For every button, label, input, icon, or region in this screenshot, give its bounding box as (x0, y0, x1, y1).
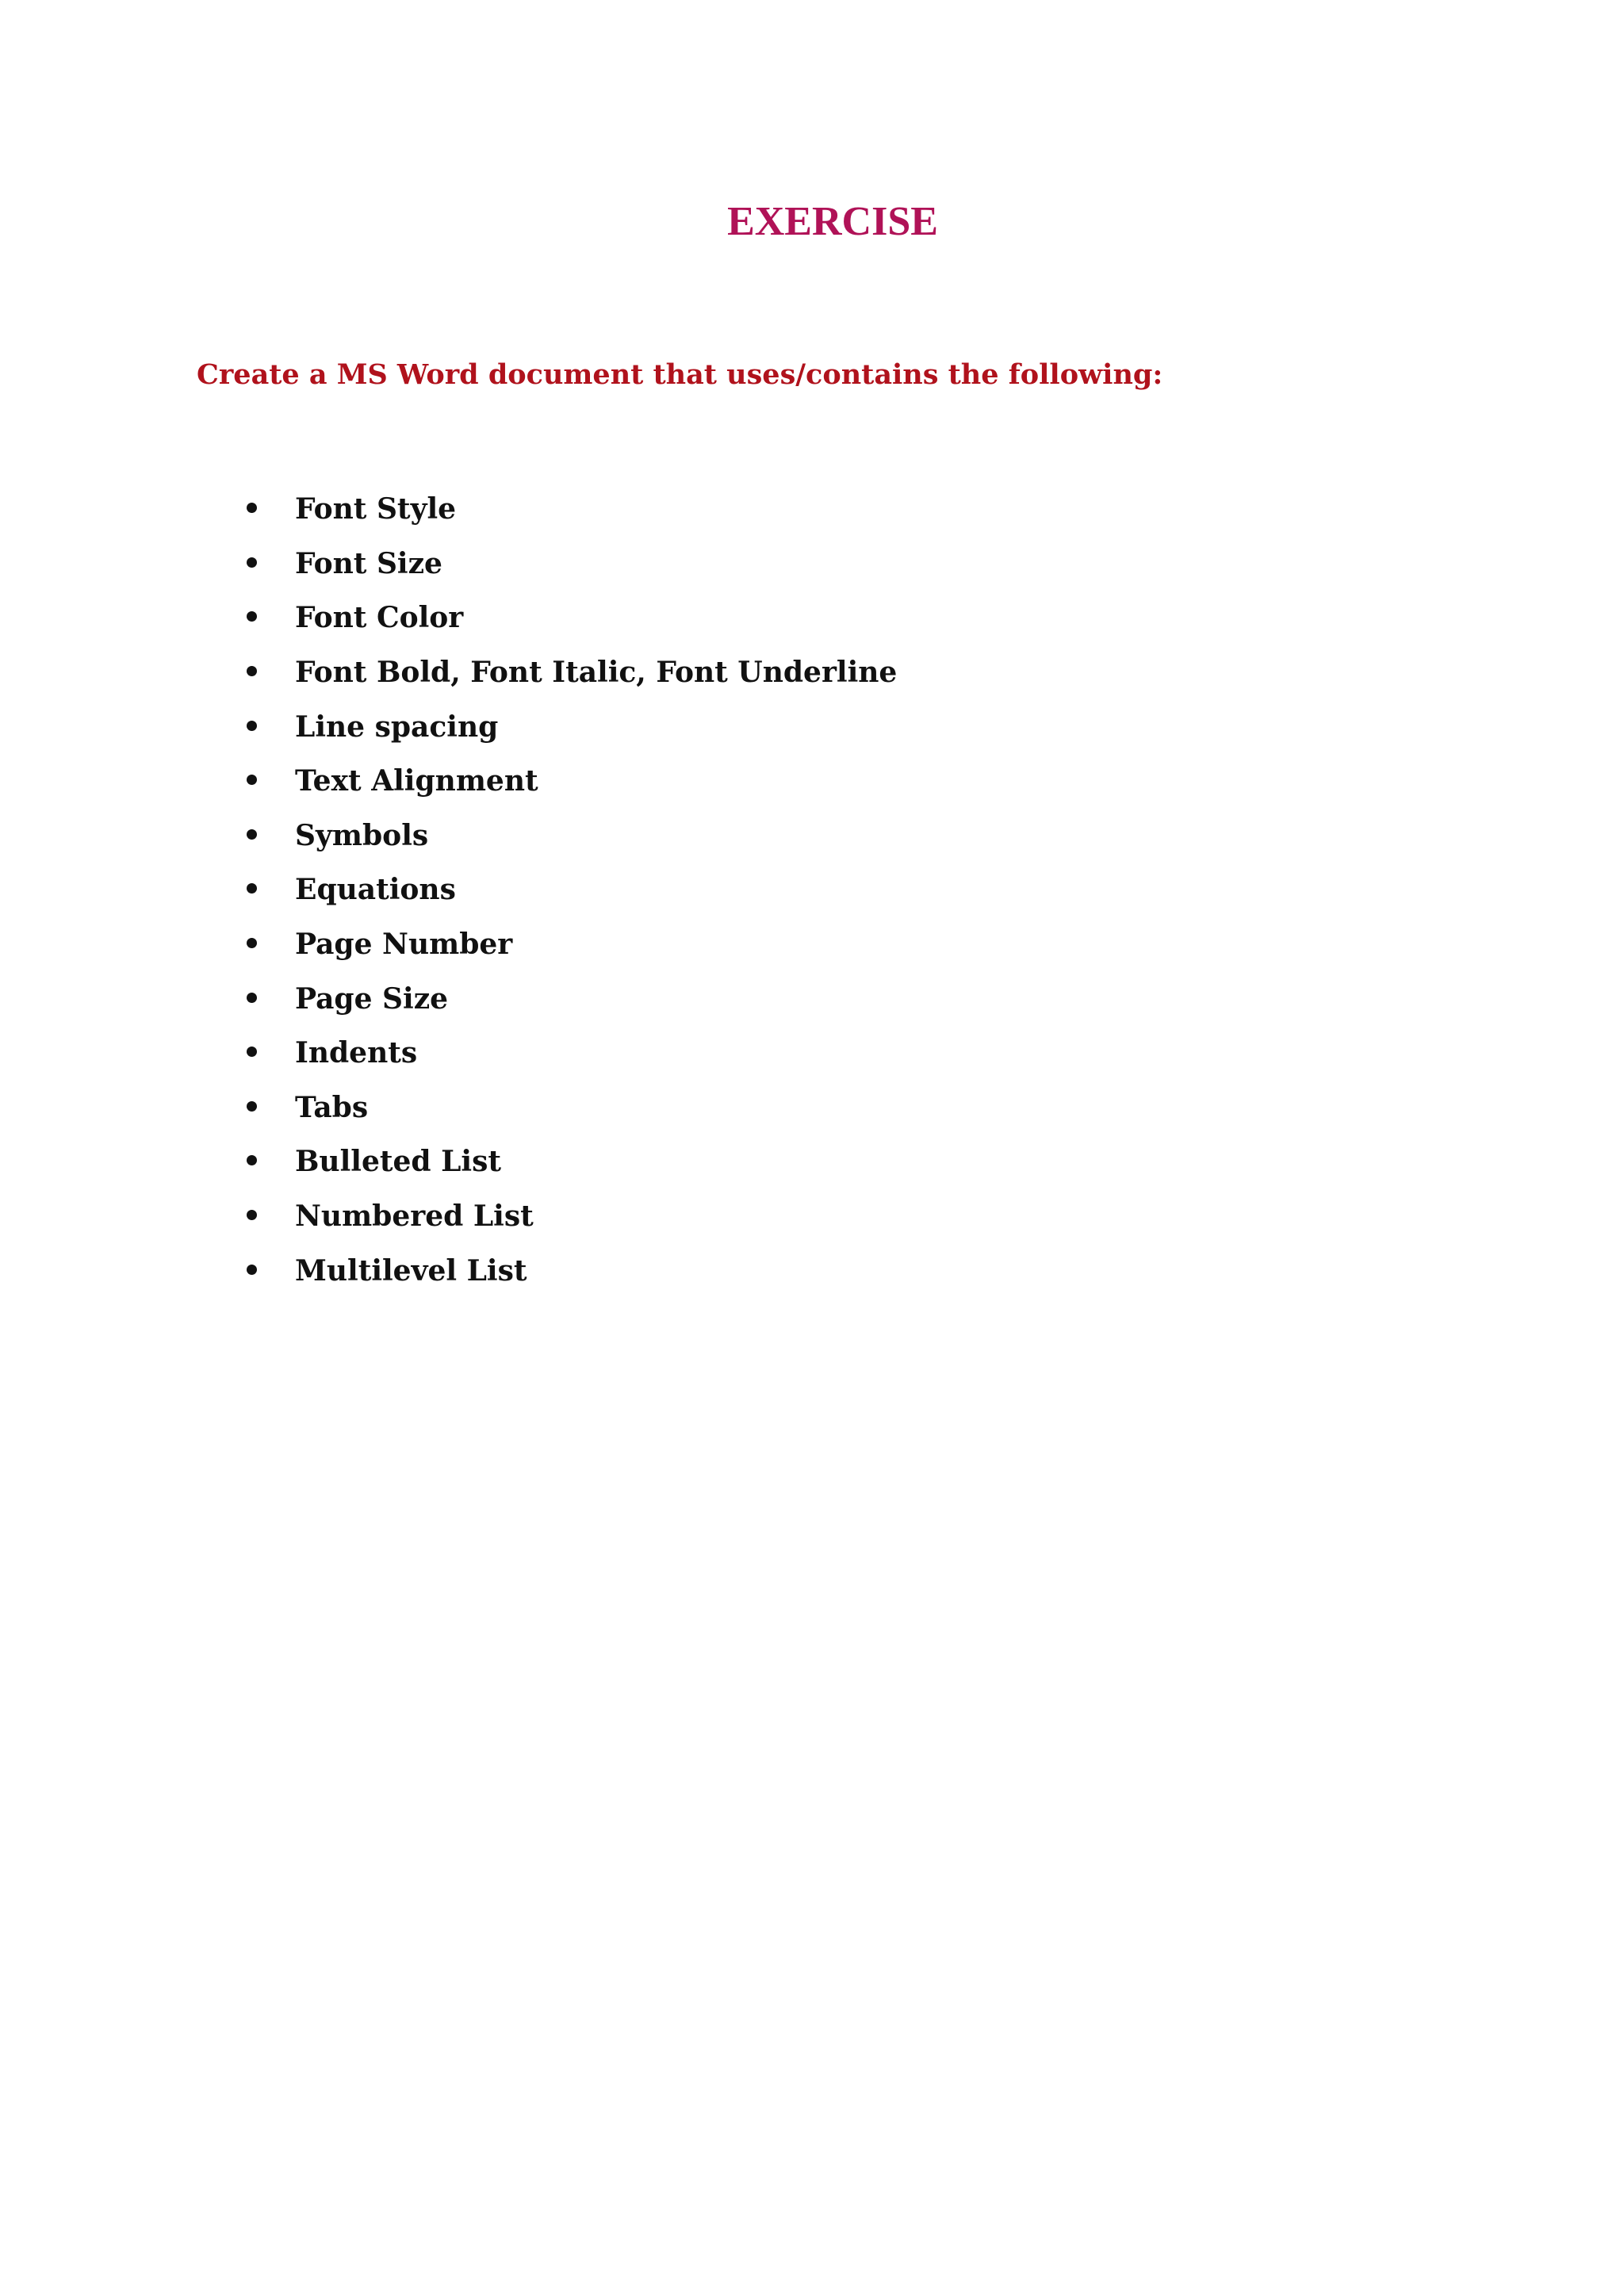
list-item-text: Numbered List (295, 1200, 534, 1234)
list-item-text: Indents (295, 1036, 418, 1070)
bullet-icon (247, 1210, 257, 1220)
bullet-icon (247, 938, 257, 948)
bullet-icon (247, 1155, 257, 1165)
instruction-text: Create a MS Word document that uses/contains the following: (197, 358, 1163, 391)
list-item-text: Font Bold, Font Italic, Font Underline (295, 656, 898, 690)
bullet-icon (247, 1101, 257, 1112)
bullet-icon (247, 775, 257, 785)
bullet-icon (247, 829, 257, 840)
list-item-text: Equations (295, 873, 456, 907)
bullet-icon (247, 611, 257, 622)
list-item-text: Page Number (295, 928, 513, 962)
list-item-text: Font Color (295, 601, 464, 635)
bullet-icon (247, 993, 257, 1003)
bullet-icon (247, 721, 257, 731)
bullet-icon (247, 883, 257, 894)
list-item-text: Page Size (295, 982, 449, 1016)
bullet-icon (247, 503, 257, 513)
list-item-text: Font Style (295, 492, 457, 526)
page-title: EXERCISE (727, 199, 938, 244)
bullet-icon (247, 666, 257, 676)
bullet-icon (247, 557, 257, 568)
list-item-text: Tabs (295, 1090, 369, 1124)
bullet-icon (247, 1265, 257, 1275)
bullet-icon (247, 1047, 257, 1057)
list-item-text: Bulleted List (295, 1145, 501, 1179)
list-item-text: Text Alignment (295, 764, 538, 798)
list-item-text: Multilevel List (295, 1253, 527, 1288)
list-item-text: Font Size (295, 546, 442, 580)
list-item-text: Line spacing (295, 710, 499, 744)
list-item-text: Symbols (295, 818, 429, 852)
